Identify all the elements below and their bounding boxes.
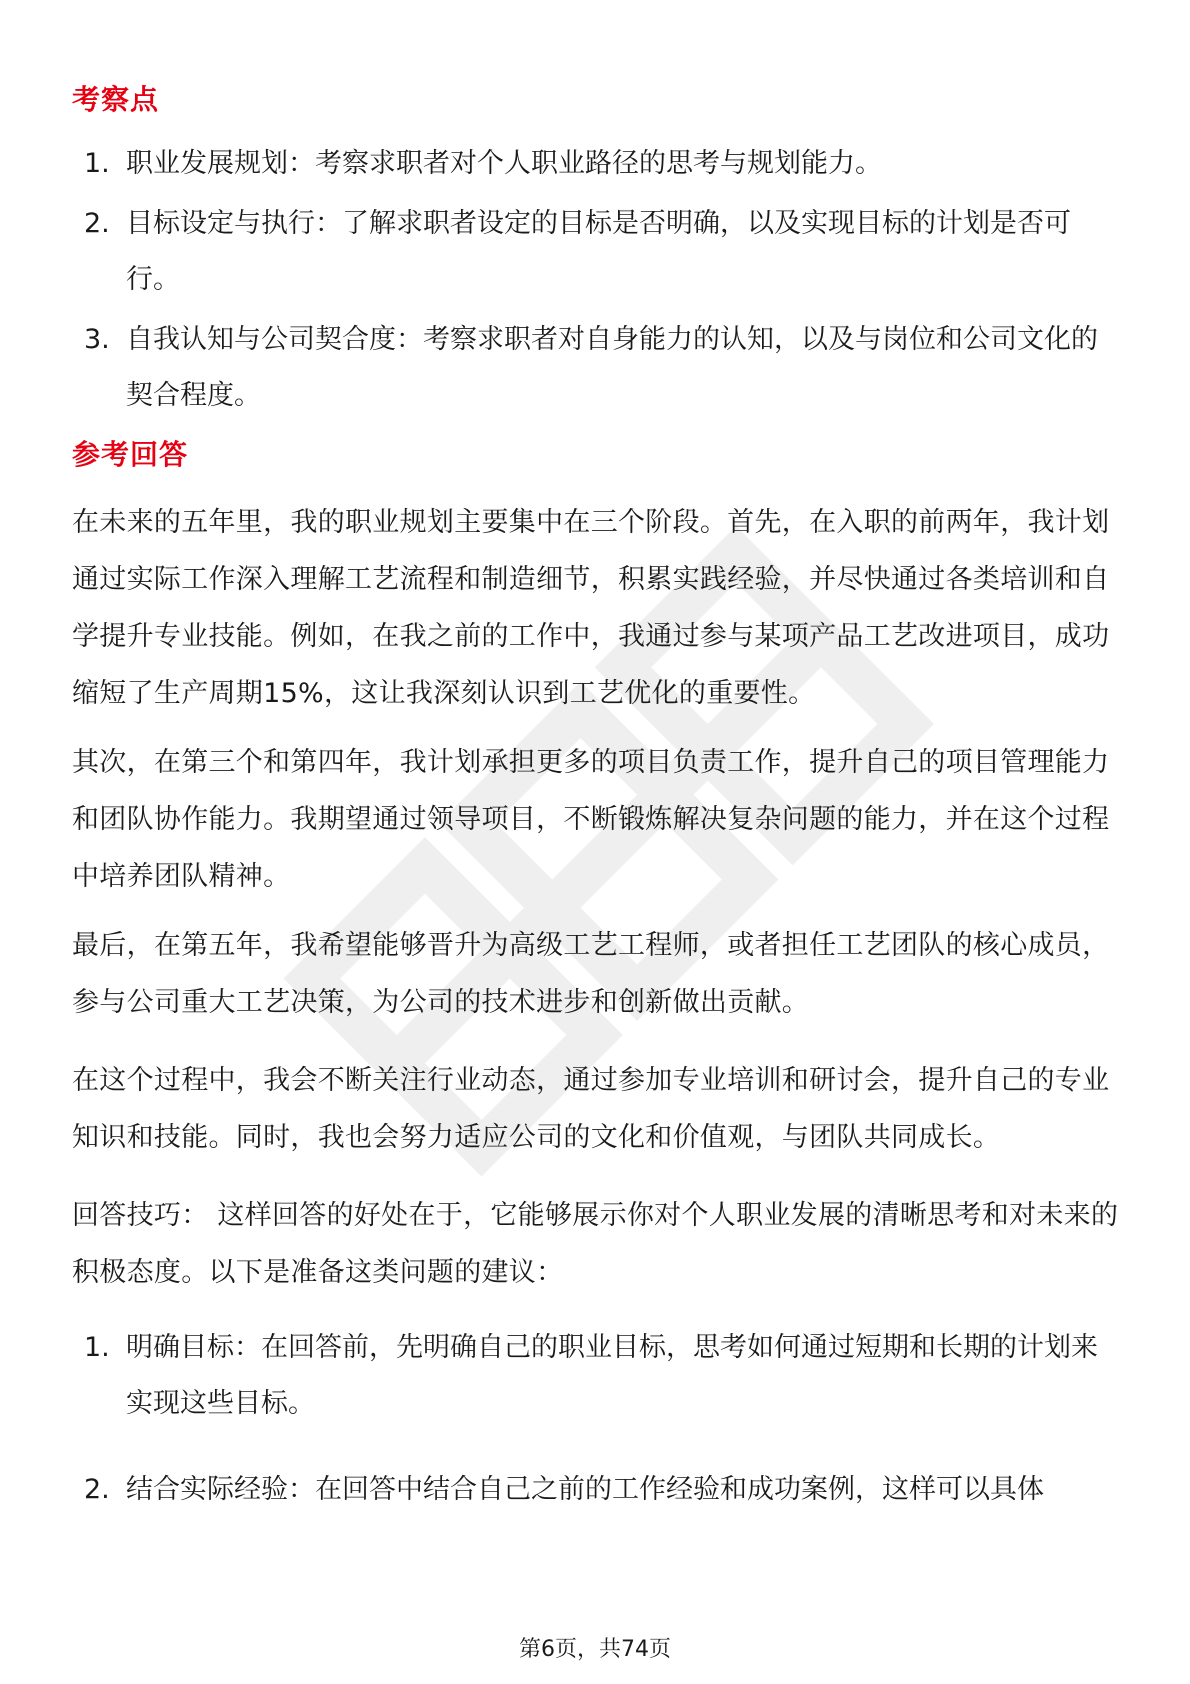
list-item-text: 结合实际经验：在回答中结合自己之前的工作经验和成功案例，这样可以具体 bbox=[126, 1474, 1044, 1505]
list-item bbox=[84, 1320, 1124, 1432]
list-item-number: 1. bbox=[84, 1332, 110, 1363]
answer-tips-intro: 回答技巧： 这样回答的好处在于，它能够展示你对个人职业发展的清晰思考和对未来的积极态度。以下是准备这类问题的建议： bbox=[72, 1200, 1119, 1288]
answer-paragraph-1: 在未来的五年里，我的职业规划主要集中在三个阶段。首先，在入职的前两年，我计划通过实际工作深入理解工艺流程和制造细节，积累实践经验，并尽快通过各类培训和自学提升专业技能。例如，在我之前的工作中，我通过参与某项产品工艺改进项目，成功缩短了生产周期15%，这让我深刻认识到工艺优化的重要性。 bbox=[72, 507, 1110, 709]
section-heading-answer: 参考回答 bbox=[72, 438, 189, 471]
list-item-text: 自我认知与公司契合度：考察求职者对自身能力的认知，以及与岗位和公司文化的契合程度。 bbox=[126, 324, 1098, 411]
list-item bbox=[84, 196, 1124, 308]
list-item-number: 2. bbox=[84, 1474, 110, 1505]
list-item-text: 职业发展规划：考察求职者对个人职业路径的思考与规划能力。 bbox=[126, 148, 882, 179]
list-item-number: 2. bbox=[84, 208, 110, 239]
page-number-footer: 第6页，共74页 bbox=[519, 1637, 671, 1662]
answer-paragraph-4: 在这个过程中，我会不断关注行业动态，通过参加专业培训和研讨会，提升自己的专业知识和技能。同时，我也会努力适应公司的文化和价值观，与团队共同成长。 bbox=[72, 1065, 1110, 1153]
list-item bbox=[84, 312, 1124, 424]
section-heading-points: 考察点 bbox=[72, 83, 160, 116]
list-item-text: 明确目标：在回答前，先明确自己的职业目标，思考如何通过短期和长期的计划来实现这些目标。 bbox=[126, 1332, 1098, 1419]
list-item bbox=[84, 136, 1124, 192]
tips-list bbox=[84, 1320, 1124, 1522]
list-item bbox=[84, 1462, 1124, 1518]
list-item-number: 1. bbox=[84, 148, 110, 179]
list-item-text: 目标设定与执行：了解求职者设定的目标是否明确，以及实现目标的计划是否可行。 bbox=[126, 208, 1071, 295]
points-list bbox=[84, 136, 1124, 428]
list-item-number: 3. bbox=[84, 324, 110, 355]
answer-paragraph-2: 其次，在第三个和第四年，我计划承担更多的项目负责工作，提升自己的项目管理能力和团队协作能力。我期望通过领导项目，不断锻炼解决复杂问题的能力，并在这个过程中培养团队精神。 bbox=[72, 747, 1110, 892]
answer-paragraph-3: 最后，在第五年，我希望能够晋升为高级工艺工程师，或者担任工艺团队的核心成员，参与公司重大工艺决策，为公司的技术进步和创新做出贡献。 bbox=[72, 930, 1110, 1018]
